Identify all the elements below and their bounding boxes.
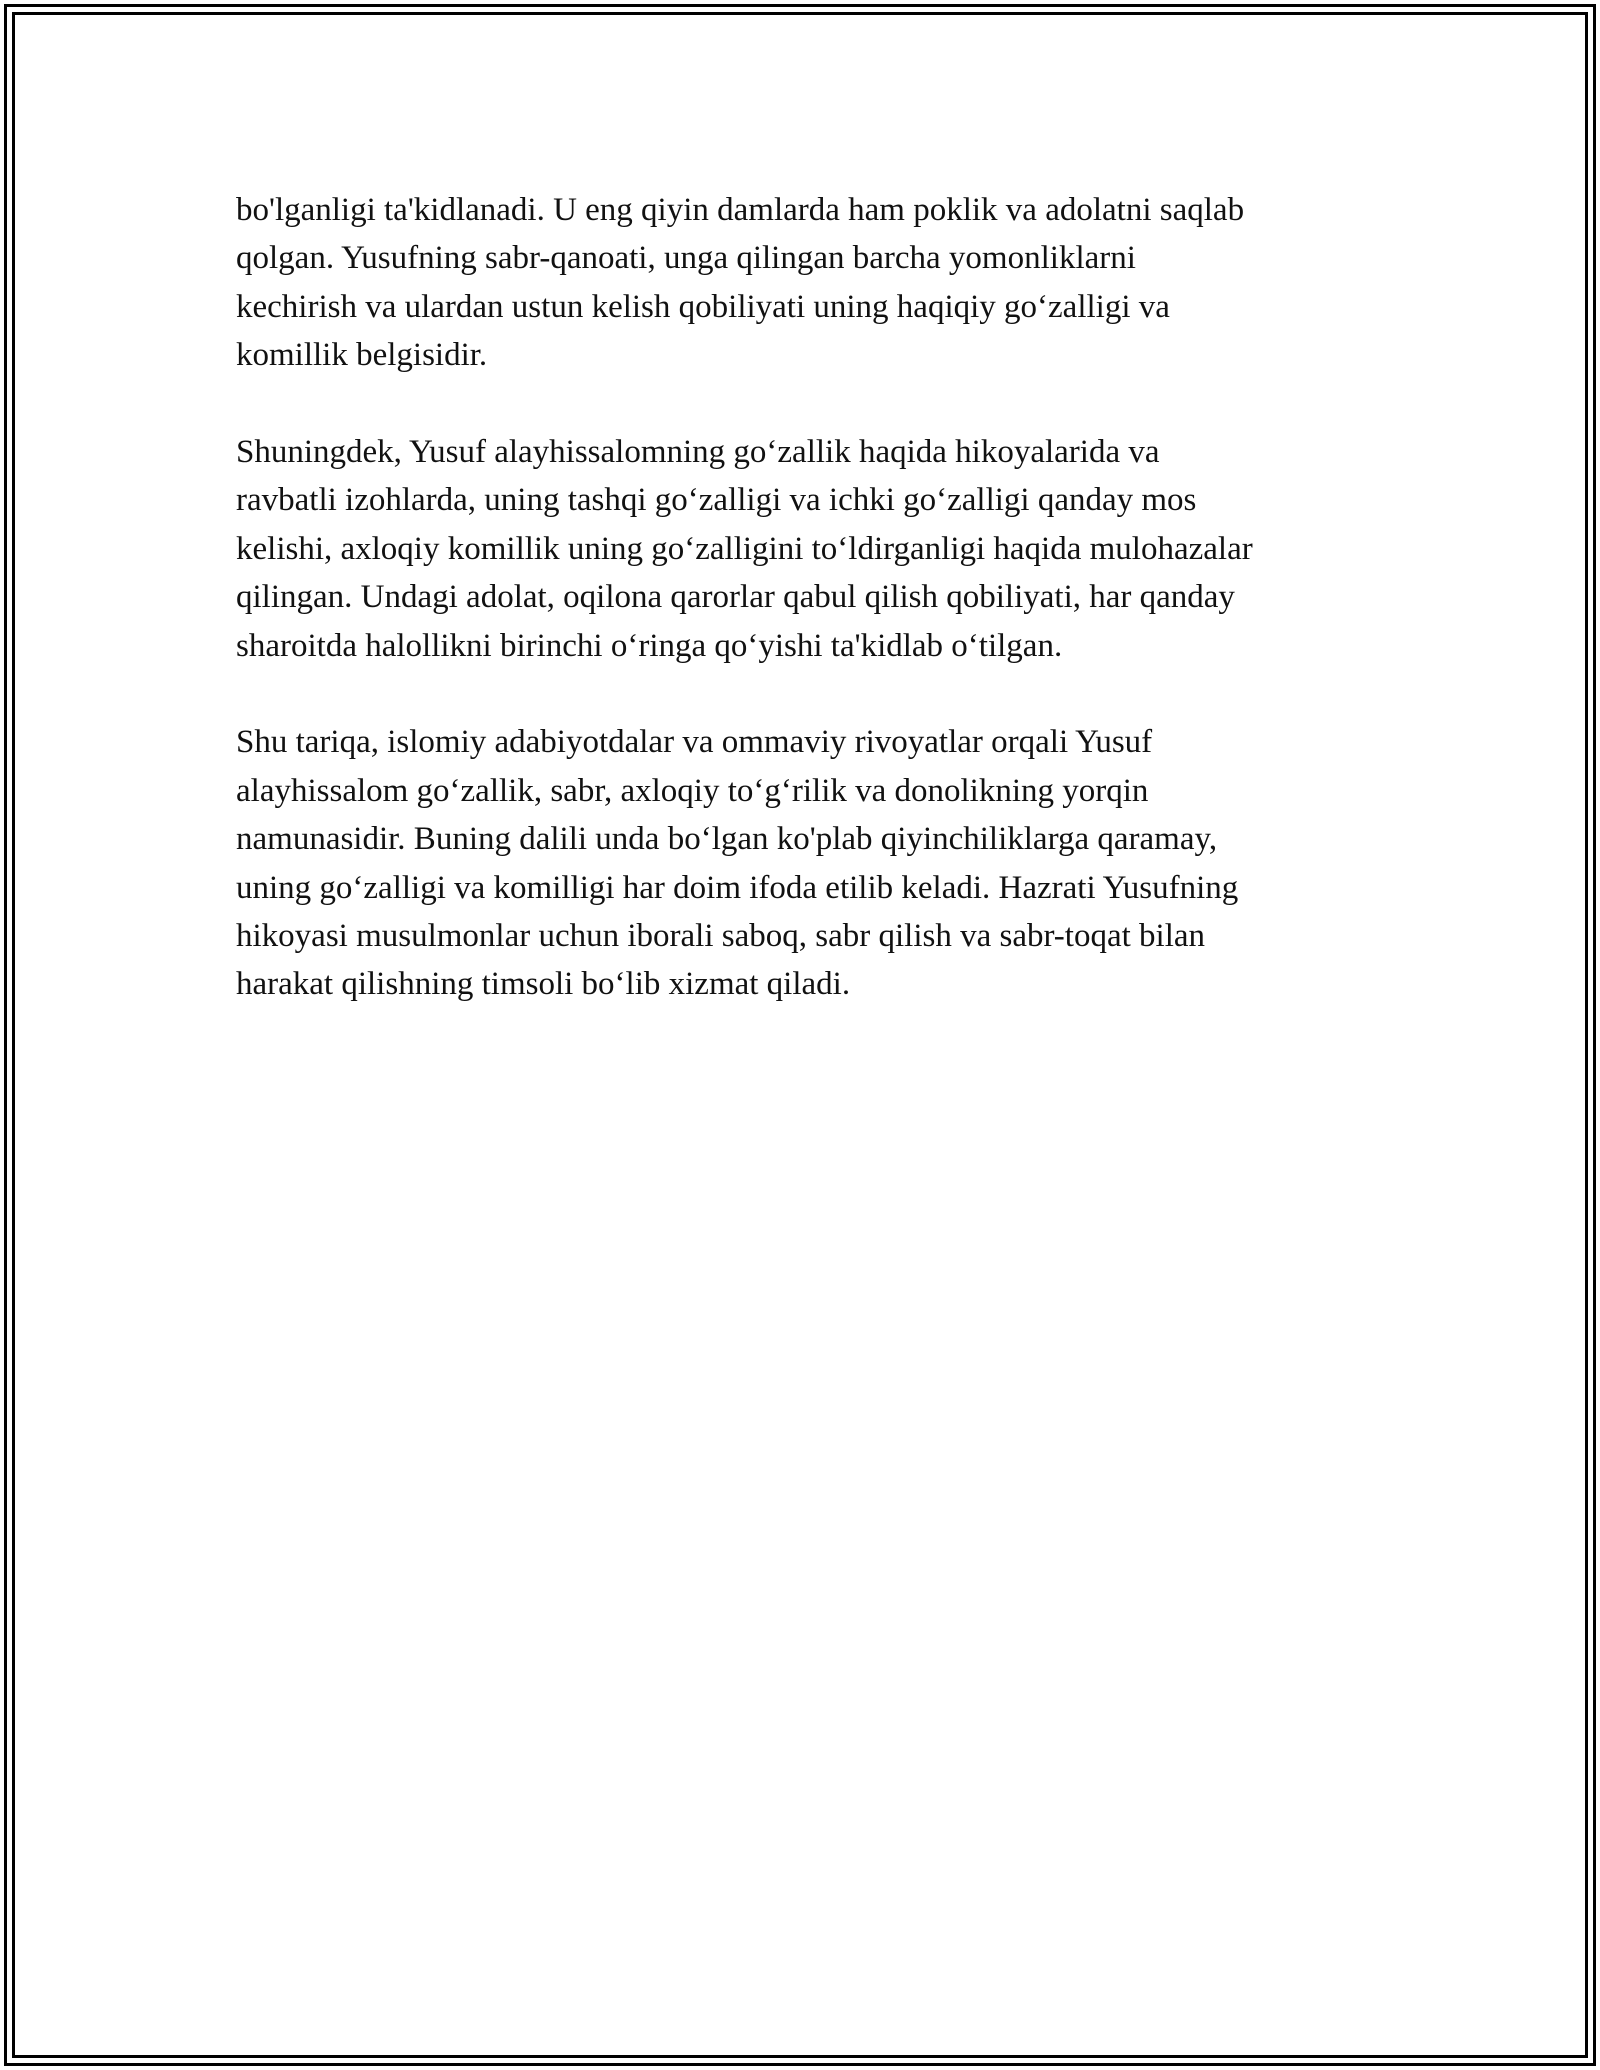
paragraph-3: Shu tariqa, islomiy adabiyotdalar va ommaviy rivoyatlar orqali Yusuf alayhissalom go‘zallik, sabr, axloqiy to‘g‘rilik va donolikning yorqin namunasidir. Buning dalili unda bo‘lgan ko'plab qiyinchiliklarga qaramay, uning go‘zalligi va komilligi har doim ifoda etilib keladi. Hazrati Yusufning hikoyasi musulmonlar uchun iborali saboq, sabr qilish va sabr-toqat bilan harakat qilishning timsoli bo‘lib xizmat qiladi.	[236, 724, 1239, 1003]
paragraph-2: Shuningdek, Yusuf alayhissalomning go‘zallik haqida hikoyalarida va ravbatli izohlarda, uning tashqi go‘zalligi va ichki go‘zalligi qanday mos kelishi, axloqiy komillik uning go‘zalligini to‘ldirganligi haqida mulohazalar qilingan. Undagi adolat, oqilona qarorlar qabul qilish qobiliyati, har qanday sharoitda halollikni birinchi o‘ringa qo‘yishi ta'kidlab o‘tilgan.	[236, 434, 1253, 664]
document-body	[236, 186, 1386, 1057]
paragraph-1: bo'lganligi ta'kidlanadi. U eng qiyin damlarda ham poklik va adolatni saqlab qolgan. Yusufning sabr-qanoati, unga qilingan barcha yomonliklarni kechirish va ulardan ustun kelish qobiliyati uning haqiqiy go‘zalligi va komillik belgisidir.	[236, 192, 1245, 374]
